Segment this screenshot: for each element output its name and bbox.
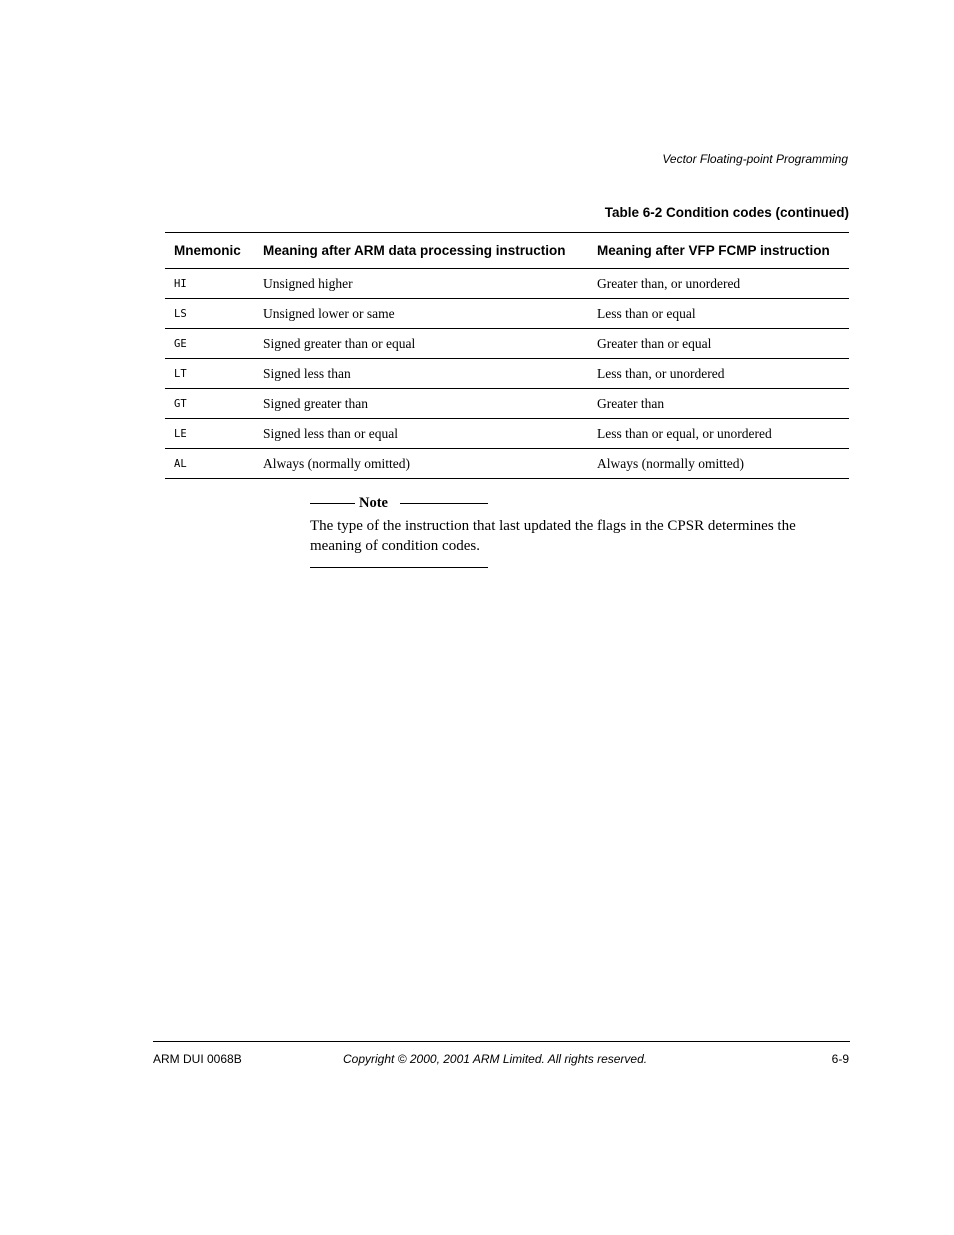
mnemonic-cell: GT <box>165 389 254 419</box>
table-row <box>165 359 849 389</box>
mnemonic-cell: HI <box>165 269 254 299</box>
footer-copyright: Copyright © 2000, 2001 ARM Limited. All rights reserved. <box>343 1052 648 1066</box>
arm-meaning-cell: Signed greater than <box>254 389 588 419</box>
note-heading: Note <box>359 495 388 511</box>
table-row <box>165 419 849 449</box>
condition-codes-table <box>165 232 849 479</box>
arm-meaning-cell: Unsigned higher <box>254 269 588 299</box>
table-row <box>165 389 849 419</box>
vfp-meaning-cell: Less than or equal, or unordered <box>588 419 849 449</box>
footer-doc-id: ARM DUI 0068B <box>153 1052 242 1066</box>
vfp-meaning-cell: Greater than or equal <box>588 329 849 359</box>
mnemonic-cell: LS <box>165 299 254 329</box>
vfp-meaning-cell: Less than, or unordered <box>588 359 849 389</box>
note-block <box>310 495 850 568</box>
footer-rule <box>153 1041 850 1042</box>
vfp-meaning-cell: Always (normally omitted) <box>597 455 744 471</box>
arm-meaning-cell: Signed less than or equal <box>254 419 588 449</box>
note-heading-row <box>310 495 488 512</box>
vfp-meaning-cell: Less than or equal <box>588 299 849 329</box>
arm-meaning-cell: Signed less than <box>254 359 588 389</box>
mnemonic-cell: LT <box>165 359 254 389</box>
note-rule-left <box>310 503 355 504</box>
note-bottom-rule <box>310 567 488 568</box>
running-head: Vector Floating-point Programming <box>662 152 848 166</box>
mnemonic-cell: GE <box>165 329 254 359</box>
table-caption: Table 6-2 Condition codes (continued) <box>604 205 849 220</box>
vfp-meaning-cell: Greater than <box>588 389 849 419</box>
table-header-row <box>165 233 849 269</box>
table-row <box>165 329 849 359</box>
column-header-arm-meaning: Meaning after ARM data processing instruction <box>254 233 588 269</box>
table-row <box>165 269 849 299</box>
footer-page-number: 6-9 <box>831 1052 849 1066</box>
note-rule-right <box>400 503 488 504</box>
column-header-vfp-meaning: Meaning after VFP FCMP instruction <box>588 233 849 269</box>
vfp-meaning-cell: Greater than, or unordered <box>588 269 849 299</box>
arm-meaning-cell: Signed greater than or equal <box>254 329 588 359</box>
column-header-mnemonic: Mnemonic <box>165 233 254 269</box>
arm-meaning-cell: Always (normally omitted) <box>263 455 410 471</box>
mnemonic-cell: AL <box>174 457 187 470</box>
arm-meaning-cell: Unsigned lower or same <box>254 299 588 329</box>
mnemonic-cell: LE <box>165 419 254 449</box>
table-row <box>165 449 849 479</box>
table-row <box>165 299 849 329</box>
note-text: The type of the instruction that last updated the flags in the CPSR determines the meaning of condition codes. <box>310 518 796 554</box>
